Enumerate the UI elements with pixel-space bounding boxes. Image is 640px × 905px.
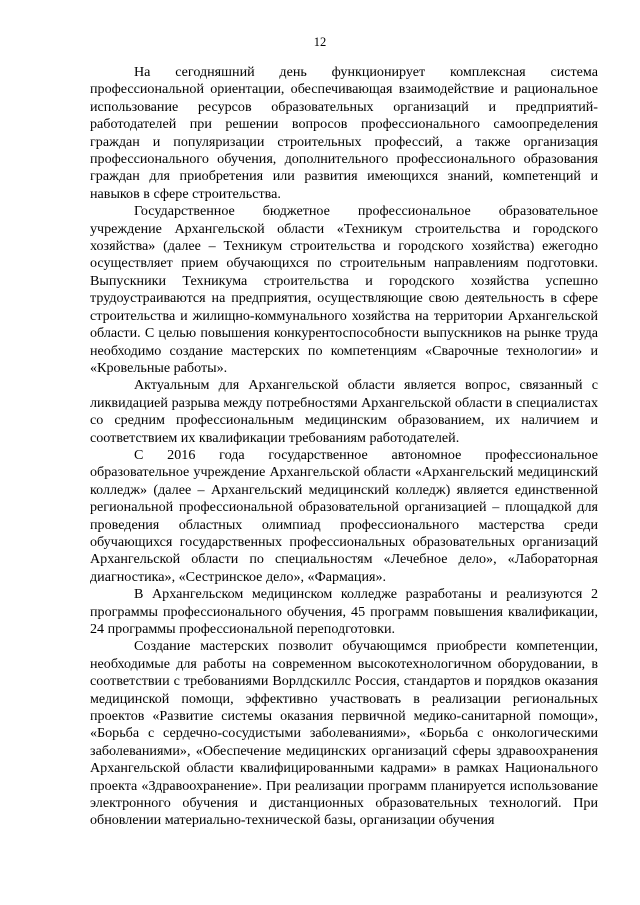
paragraph-workshops-creation: Создание мастерских позволит обучающимся приобрести компетенции, необходимые для работы на современном высокотехнологичном оборудовании, в соответствии с требованиями Ворлдскиллс Россия, стандартов и порядков оказания медицинской помощи, эффективно участвовать в реализации региональных проектов «Развитие системы оказания первичной медико-санитарной помощи», «Борьба с сердечно-сосудистыми заболеваниями», «Борьба с онкологическими заболеваниями», «Обеспечение медицинских организаций сферы здравоохранения Архангельской области квалифицированными кадрами» в рамках Национального проекта «Здравоохранение». При реализации программ планируется использование электронного обучения и дистанционных образовательных технологий. При обновлении материально-технической базы, организации обучения: [90, 638, 598, 829]
page-number: 12: [313, 35, 327, 49]
paragraph-construction-technical-school: Государственное бюджетное профессиональное образовательное учреждение Архангельской области «Техникум строительства и городского хозяйства» (далее – Техникум строительства и городского хозяйства) ежегодно осуществляет прием обучающихся по строительным направлениям подготовки. Выпускники Техникума строительства и городского хозяйства успешно трудоустраиваются на предприятия, осуществляющие свою деятельность в сфере строительства и жилищно-коммунального хозяйства на территории Архангельской области. С целью повышения конкурентоспособности выпускников на рынке труда необходимо создание мастерских по компетенциям «Сварочные технологии» и «Кровельные работы».: [90, 203, 598, 376]
paragraph-medical-staff-gap: Актуальным для Архангельской области является вопрос, связанный с ликвидацией разрыва между потребностями Архангельской области в специалистах со средним профессиональным медицинским образованием, их наличием и соответствием их квалификации требованиям работодателей.: [90, 377, 598, 446]
document-body: [90, 64, 598, 830]
paragraph-medical-college-programs: В Архангельском медицинском колледже разработаны и реализуются 2 программы профессионального обучения, 45 программ повышения квалификации, 24 программы профессиональной переподготовки.: [90, 586, 598, 637]
paragraph-medical-college-olympiads: С 2016 года государственное автономное профессиональное образовательное учреждение Архангельской области «Архангельский медицинский колледж» (далее – Архангельский медицинский колледж) является единственной региональной профессиональной образовательной организацией – площадкой для проведения областных олимпиад профессионального мастерства среди обучающихся государственных профессиональных образовательных организаций Архангельской области по специальностям «Лечебное дело», «Лабораторная диагностика», «Сестринское дело», «Фармация».: [90, 446, 598, 585]
paragraph-career-guidance-system: На сегодняшний день функционирует комплексная система профессиональной ориентации, обеспечивающая взаимодействие и рациональное использование ресурсов образовательных организаций и предприятий-работодателей при решении вопросов профессионального самоопределения граждан и популяризации строительных профессий, а также организация профессионального обучения, дополнительного профессионального образования граждан для приобретения или развития имеющихся знаний, компетенций и навыков в сфере строительства.: [90, 64, 598, 202]
